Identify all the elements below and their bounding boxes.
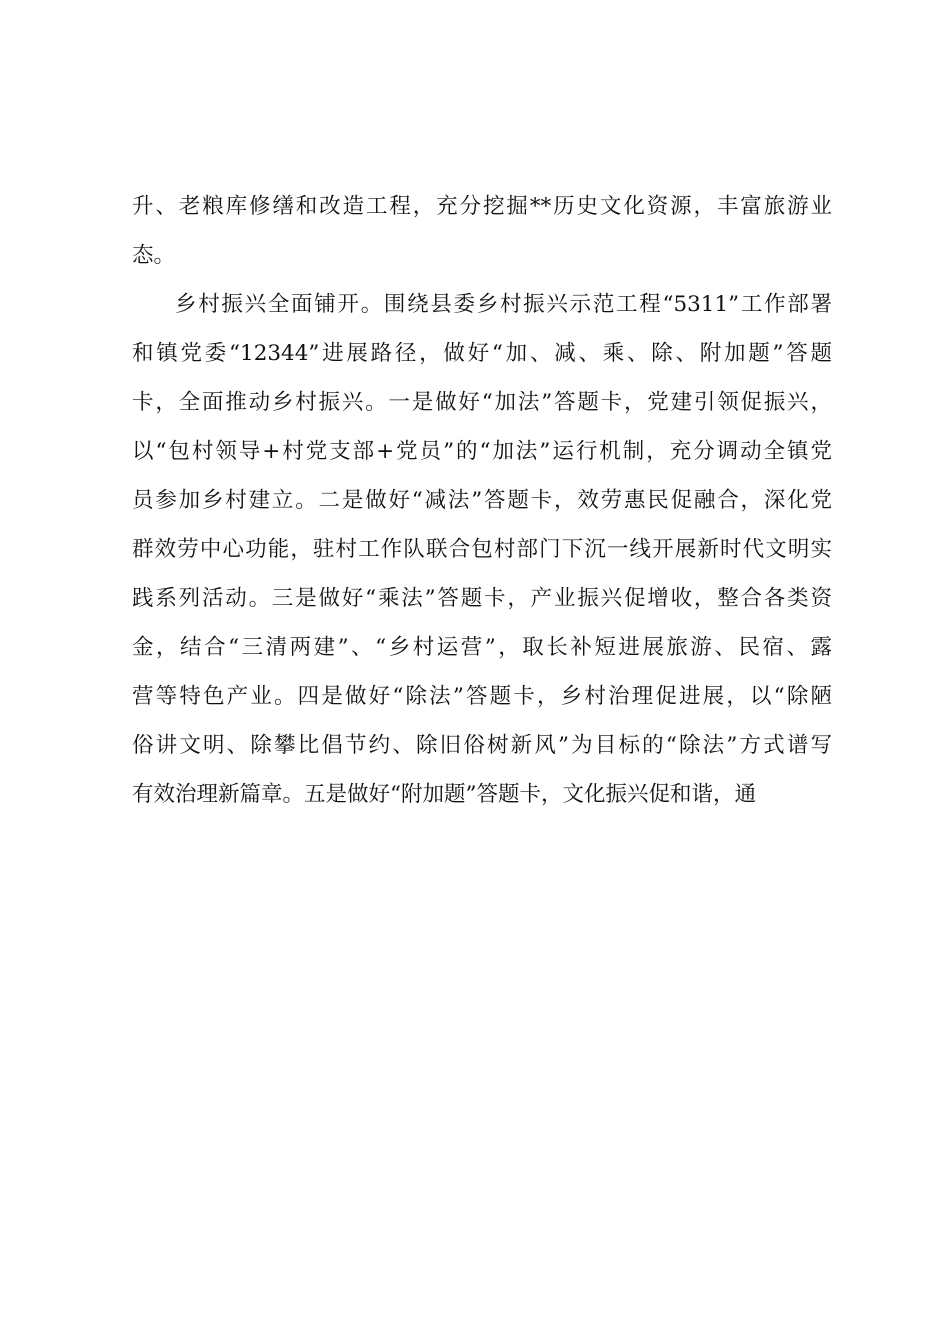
- paragraph-line: 升、老粮库修缮和改造工程，充分挖掘**历史文化资源，丰富旅游业: [132, 194, 832, 219]
- paragraph-line: 卡，全面推动乡村振兴。一是做好“加法”答题卡，党建引领促振兴，: [132, 390, 832, 415]
- paragraph-line: 践系列活动。三是做好“乘法”答题卡，产业振兴促增收，整合各类资: [132, 586, 832, 611]
- paragraph-line: 以“包村领导+村党支部+党员”的“加法”运行机制，充分调动全镇党: [132, 439, 832, 464]
- paragraph-line: 营等特色产业。四是做好“除法”答题卡，乡村治理促进展，以“除陋: [132, 684, 832, 709]
- paragraph-line: 有效治理新篇章。五是做好“附加题”答题卡，文化振兴促和谐，通: [132, 782, 756, 807]
- document-body: [132, 188, 832, 825]
- paragraph-line: 和镇党委“12344”进展路径，做好“加、减、乘、除、附加题”答题: [132, 341, 832, 366]
- paragraph-line: 群效劳中心功能，驻村工作队联合包村部门下沉一线开展新时代文明实: [132, 537, 832, 562]
- paragraph-line: 俗讲文明、除攀比倡节约、除旧俗树新风”为目标的“除法”方式谱写: [132, 733, 832, 758]
- paragraph-line: 金，结合“三清两建”、“乡村运营”，取长补短进展旅游、民宿、露: [132, 635, 832, 660]
- paragraph-line: 态。: [132, 243, 176, 268]
- paragraph-rural-revitalization: [132, 286, 832, 825]
- paragraph-tourism-continuation: [132, 188, 832, 286]
- paragraph-line: 乡村振兴全面铺开。围绕县委乡村振兴示范工程“5311”工作部署: [175, 292, 832, 317]
- paragraph-line: 员参加乡村建立。二是做好“减法”答题卡，效劳惠民促融合，深化党: [132, 488, 832, 513]
